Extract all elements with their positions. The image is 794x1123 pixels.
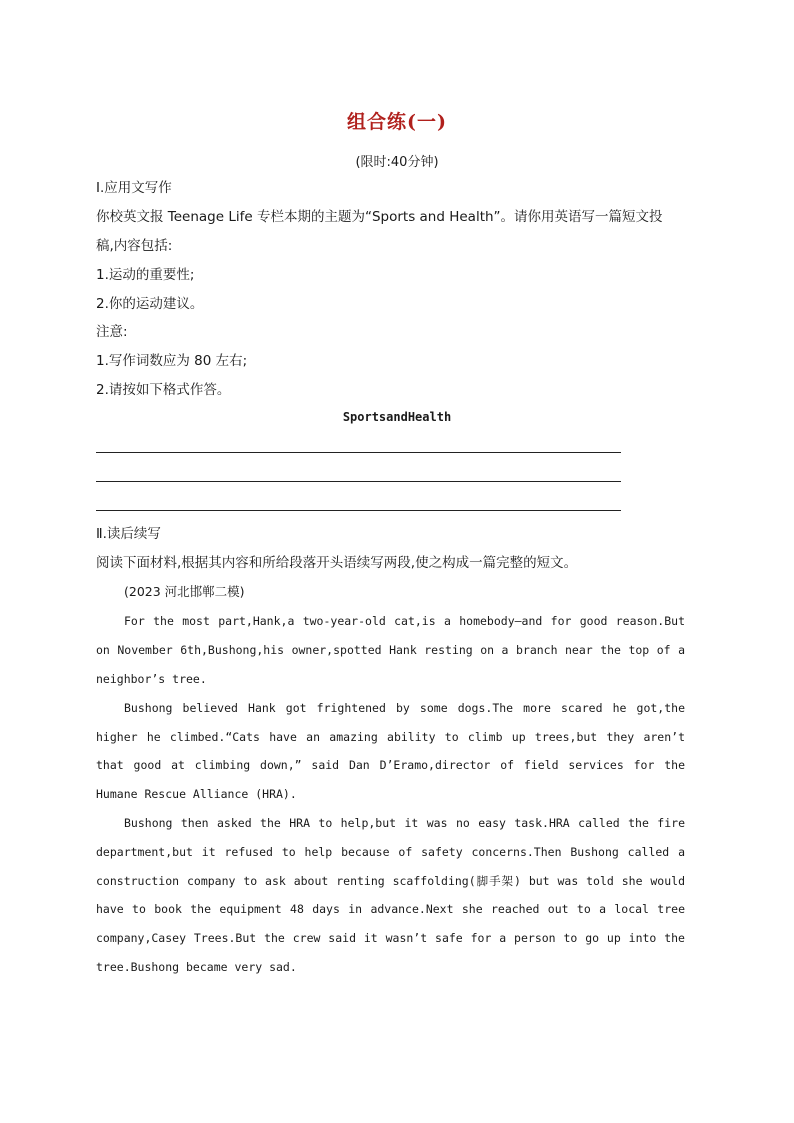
- answer-line-1: [96, 452, 621, 453]
- section1-note-label: 注意:: [96, 324, 128, 340]
- section1-prompt-line2: 稿,内容包括:: [96, 238, 173, 254]
- paragraph3-line: construction company to ask about renting scaffolding(脚手架) but was told she would: [96, 874, 685, 888]
- paragraph2-line: that good at climbing down,” said Dan D’Eramo,director of field services for the: [96, 758, 685, 772]
- paragraph1-line: neighbor’s tree.: [96, 672, 207, 686]
- section2-instruction: 阅读下面材料,根据其内容和所给段落开头语续写两段,使之构成一篇完整的短文。: [96, 555, 578, 571]
- answer-line-3: [96, 510, 621, 511]
- paragraph1-line: on November 6th,Bushong,his owner,spotted Hank resting on a branch near the top of a: [96, 643, 685, 657]
- paragraph3-line: have to book the equipment 48 days in advance.Next she reached out to a local tree: [96, 902, 685, 916]
- answer-line-2: [96, 481, 621, 482]
- paragraph3-line: department,but it refused to help because of safety concerns.Then Bushong called a: [96, 845, 685, 859]
- page-title: 组合练(一): [347, 111, 447, 133]
- paragraph1-line: For the most part,Hank,a two-year-old cat,is a homebody—and for good reason.But: [124, 614, 685, 628]
- section2-heading: Ⅱ.读后续写: [96, 526, 161, 542]
- source-note: (2023 河北邯郸二模): [124, 584, 245, 599]
- paragraph3-line: company,Casey Trees.But the crew said it wasn’t safe for a person to go up into the: [96, 931, 685, 945]
- paragraph3-line: Bushong then asked the HRA to help,but it was no easy task.HRA called the fire: [124, 816, 685, 830]
- section1-prompt-line1: 你校英文报 Teenage Life 专栏本期的主题为“Sports and Health”。请你用英语写一篇短文投: [96, 209, 663, 225]
- section1-note1: 1.写作词数应为 80 左右;: [96, 353, 248, 369]
- paragraph3-line: tree.Bushong became very sad.: [96, 960, 297, 974]
- paragraph2-line: Bushong believed Hank got frightened by some dogs.The more scared he got,the: [124, 701, 685, 715]
- paragraph2-line: higher he climbed.“Cats have an amazing ability to climb up trees,but they aren’t: [96, 730, 685, 744]
- paragraph2-line: Humane Rescue Alliance (HRA).: [96, 787, 297, 801]
- section1-heading: Ⅰ.应用文写作: [96, 180, 172, 196]
- time-limit: (限时:40分钟): [355, 155, 439, 170]
- section1-item1: 1.运动的重要性;: [96, 267, 195, 283]
- essay-title: SportsandHealth: [342, 410, 452, 424]
- section1-note2: 2.请按如下格式作答。: [96, 382, 231, 398]
- section1-item2: 2.你的运动建议。: [96, 296, 204, 312]
